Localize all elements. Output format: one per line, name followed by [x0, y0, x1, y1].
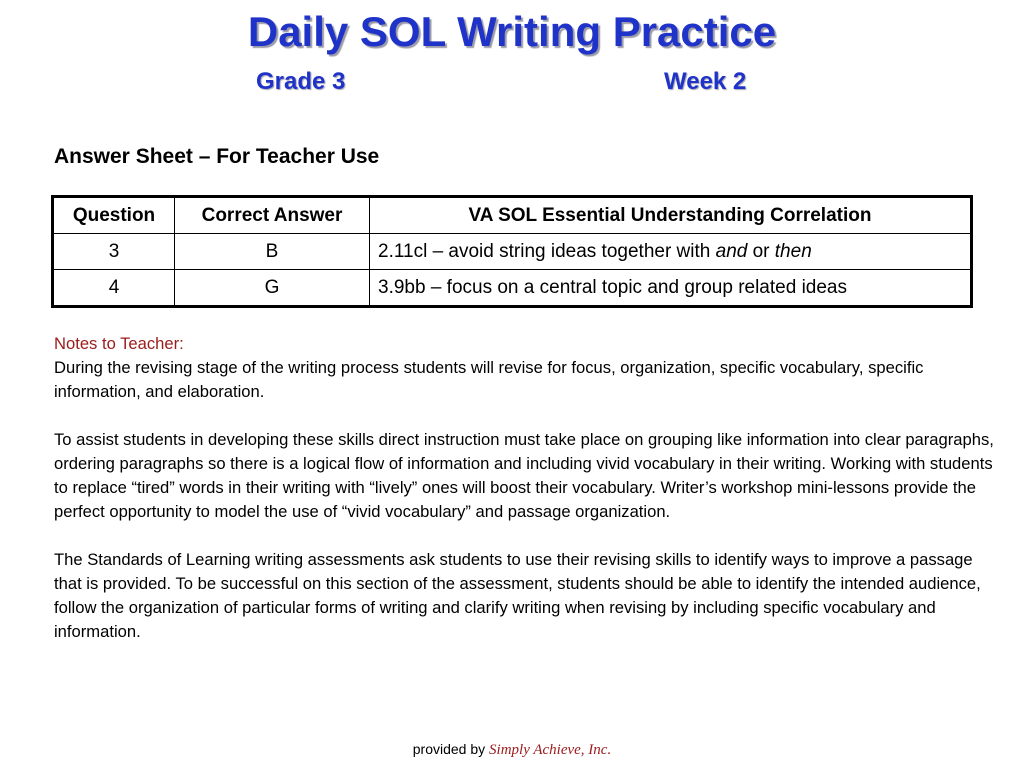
page-title: Daily SOL Writing Practice	[247, 8, 777, 55]
table-row	[53, 270, 972, 307]
footer-prefix: provided by	[412, 741, 486, 757]
correlation-connector: or	[747, 240, 775, 262]
cell-answer: G	[175, 270, 370, 307]
notes-label: Notes to Teacher:	[54, 334, 184, 353]
header-correct-answer: Correct Answer	[175, 197, 370, 234]
cell-question: 4	[53, 270, 175, 307]
correlation-emphasis-and: and	[715, 240, 748, 262]
cell-correlation: 3.9bb – focus on a central topic and group related ideas	[370, 270, 972, 307]
correlation-text: 2.11cl – avoid string ideas together with	[378, 240, 716, 262]
week-label: Week 2	[664, 68, 747, 95]
footer-credit	[0, 741, 1024, 759]
notes-paragraph: The Standards of Learning writing assessments ask students to use their revising skills to identify ways to improve a passage that is provided. To be successful on this section of the assessment, students should be able to identify the intended audience, follow the organization of particular forms of writing and clarify writing when revising by including specific vocabulary and information.	[54, 550, 981, 641]
header-question: Question	[53, 197, 175, 234]
answer-table	[51, 195, 973, 308]
table-header-row	[53, 197, 972, 234]
teacher-notes	[54, 332, 994, 644]
cell-question: 3	[53, 234, 175, 270]
cell-answer: B	[175, 234, 370, 270]
section-heading: Answer Sheet – For Teacher Use	[54, 145, 380, 168]
footer-brand: Simply Achieve, Inc.	[489, 742, 612, 758]
grade-label: Grade 3	[256, 68, 346, 95]
table-row	[53, 234, 972, 270]
cell-correlation	[370, 234, 972, 270]
correlation-emphasis-then: then	[774, 240, 812, 262]
notes-paragraph: During the revising stage of the writing process students will revise for focus, organization, specific vocabulary, specific information, and elaboration.	[54, 358, 924, 401]
header-correlation: VA SOL Essential Understanding Correlation	[370, 197, 972, 234]
notes-paragraph: To assist students in developing these skills direct instruction must take place on grouping like information into clear paragraphs, ordering paragraphs so there is a logical flow of information and including vivid vocabulary in their writing. Working with students to replace “tired” words in their writing with “lively” ones will boost their vocabulary. Writer’s workshop mini-lessons provide the perfect opportunity to model the use of “vivid vocabulary” and passage organization.	[54, 430, 994, 521]
